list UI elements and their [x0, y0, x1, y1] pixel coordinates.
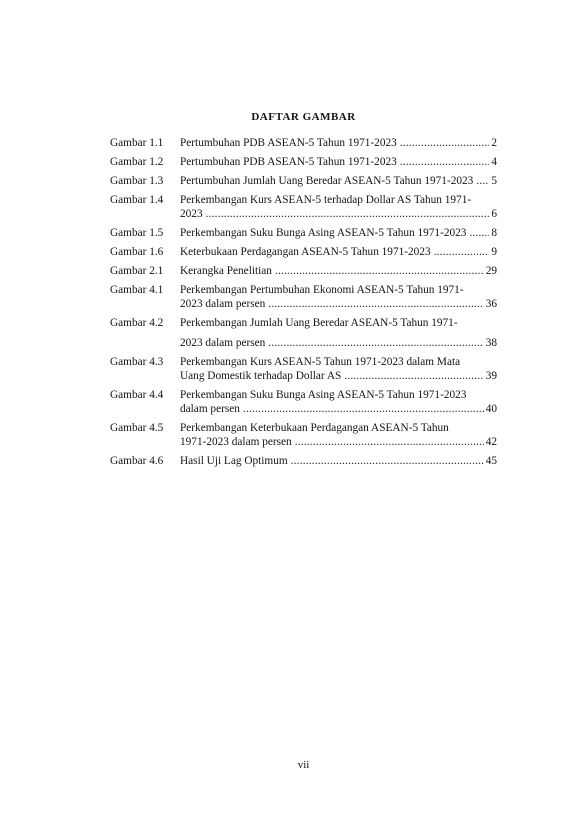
figure-label: Gambar 2.1 [110, 265, 164, 277]
figure-label: Gambar 1.6 [110, 246, 164, 258]
figure-page-number: 40 [485, 403, 497, 415]
figure-caption: Perkembangan Suku Bunga Asing ASEAN-5 Tahun 1971-2023 [180, 389, 467, 401]
figure-page-number: 2 [491, 137, 497, 149]
figure-caption: Perkembangan Kurs ASEAN-5 terhadap Dollar AS Tahun 1971- [180, 194, 472, 206]
figure-label: Gambar 4.2 [110, 317, 164, 329]
figure-list-entry [110, 421, 497, 449]
figure-page-number: 29 [485, 265, 497, 277]
dot-leader [434, 245, 490, 259]
figure-page-number: 9 [491, 246, 497, 258]
figure-list-entry [110, 264, 497, 278]
figure-label: Gambar 1.3 [110, 175, 164, 187]
dot-leader [295, 435, 484, 449]
figure-label: Gambar 4.3 [110, 356, 164, 368]
figure-list-entry [110, 155, 497, 169]
dot-leader [243, 402, 484, 416]
dot-leader [476, 174, 489, 188]
dot-leader [469, 226, 489, 240]
figure-page-number: 6 [491, 208, 497, 220]
figure-caption: Perkembangan Kurs ASEAN-5 Tahun 1971-2023 dalam Mata [180, 356, 461, 368]
figure-page-number: 38 [485, 337, 497, 349]
figure-label: Gambar 1.2 [110, 156, 164, 168]
figure-label: Gambar 4.1 [110, 284, 164, 296]
figure-list-entry [110, 283, 497, 311]
figure-page-number: 42 [485, 436, 497, 448]
figure-page-number: 45 [485, 455, 497, 467]
figure-caption-continued: dalam persen [180, 403, 240, 415]
dot-leader [400, 136, 490, 150]
dot-leader [291, 454, 484, 468]
figure-page-number: 39 [485, 370, 497, 382]
figure-page-number: 4 [491, 156, 497, 168]
figure-list-entry [110, 245, 497, 259]
figure-caption: Perkembangan Keterbukaan Perdagangan ASEAN-5 Tahun [180, 422, 449, 434]
figure-label: Gambar 4.5 [110, 422, 164, 434]
figure-list-entry [110, 226, 497, 240]
figure-list-entry [110, 454, 497, 468]
figure-label: Gambar 1.5 [110, 227, 164, 239]
figure-caption: Hasil Uji Lag Optimum [180, 455, 288, 467]
figure-caption-continued: 2023 dalam persen [180, 337, 266, 349]
figure-caption: Pertumbuhan Jumlah Uang Beredar ASEAN-5 Tahun 1971-2023 [180, 175, 474, 187]
figure-page-number: 8 [491, 227, 497, 239]
page-title: DAFTAR GAMBAR [251, 111, 356, 123]
figure-caption: Kerangka Penelitian [180, 265, 272, 277]
figure-page-number: 5 [491, 175, 497, 187]
figure-caption-continued: 2023 [180, 208, 203, 220]
figure-list-entry [110, 193, 497, 221]
figure-label: Gambar 1.4 [110, 194, 164, 206]
dot-leader [400, 155, 490, 169]
figure-list-entry [110, 136, 497, 150]
figure-caption-continued: 2023 dalam persen [180, 298, 266, 310]
figure-caption: Keterbukaan Perdagangan ASEAN-5 Tahun 1971-2023 [180, 246, 431, 258]
dot-leader [275, 264, 484, 278]
figure-caption-continued: 1971-2023 dalam persen [180, 436, 292, 448]
figure-caption: Perkembangan Jumlah Uang Beredar ASEAN-5 Tahun 1971- [180, 317, 458, 329]
figure-caption: Pertumbuhan PDB ASEAN-5 Tahun 1971-2023 [180, 156, 397, 168]
figure-label: Gambar 1.1 [110, 137, 164, 149]
figure-list-entry [110, 316, 497, 350]
page-number: vii [297, 759, 310, 771]
figure-label: Gambar 4.6 [110, 455, 164, 467]
figure-list-entry [110, 355, 497, 383]
dot-leader [268, 336, 483, 350]
figure-list-entry [110, 174, 497, 188]
dot-leader [206, 207, 490, 221]
dot-leader [268, 297, 483, 311]
figure-caption: Perkembangan Suku Bunga Asing ASEAN-5 Tahun 1971-2023 [180, 227, 467, 239]
figure-page-number: 36 [485, 298, 497, 310]
figure-label: Gambar 4.4 [110, 389, 164, 401]
dot-leader [344, 369, 483, 383]
figure-caption: Pertumbuhan PDB ASEAN-5 Tahun 1971-2023 [180, 137, 397, 149]
figure-caption: Perkembangan Pertumbuhan Ekonomi ASEAN-5 Tahun 1971- [180, 284, 464, 296]
figure-list-entry [110, 388, 497, 416]
figure-caption-continued: Uang Domestik terhadap Dollar AS [180, 370, 342, 382]
